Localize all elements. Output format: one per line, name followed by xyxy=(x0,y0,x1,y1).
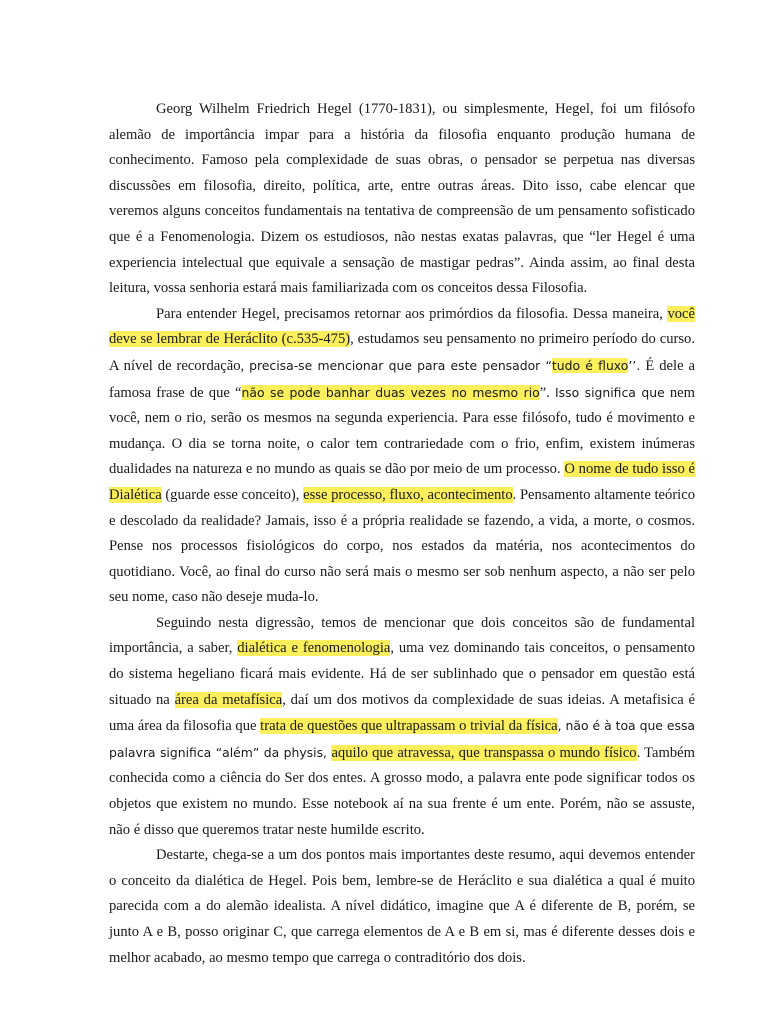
paragraph xyxy=(109,843,695,971)
text-run: , estudamos seu pensamento no primeiro período do curso. A nível de recordação, xyxy=(109,331,695,374)
text-run: . Também conhecida como a ciência do Ser dos entes. A grosso modo, a palavra ente pode significar todos os objetos que existem no mundo. Esse notebook aí na sua frente é um ente. Porém, não se assuste, não é disso que queremos tratar neste humilde escrito. xyxy=(109,744,695,838)
text-run: ”. xyxy=(539,384,556,401)
highlighted-text: área da metafísica xyxy=(174,691,283,708)
highlighted-text: você deve se lembrar de Heráclito (c.535-475) xyxy=(109,305,695,348)
paragraph xyxy=(109,611,695,843)
text-run: , daí um dos motivos da complexidade de suas ideias. A metafisica é uma área da filosofia que xyxy=(109,691,695,735)
highlighted-text: não se pode banhar duas vezes no mesmo rio xyxy=(241,384,540,400)
text-run: Georg Wilhelm Friedrich Hegel (1770-1831), ou simplesmente, Hegel, foi um filósofo alemão de importância impar para a história da filosofia enquanto produção humana de conhecimento. Famoso pela complexidade de suas obras, o pensador se perpetua nas diversas discussões em filosofia, direito, política, arte, entre outras áreas. Dito isso, cabe elencar que veremos alguns conceitos fundamentais na tentativa de compreensão de um pensamento sofisticado que é a Fenomenologia. Dizem os estudiosos, não nestas exatas palavras, que “ler Hegel é uma experiencia intelectual que equivale a sensação de mastigar pedras”. Ainda assim, ao final desta leitura, vossa senhoria estará mais familiarizada com os conceitos dessa Filosofia. xyxy=(109,101,695,297)
text-run: , não é à toa que essa palavra significa “além” da physis, xyxy=(109,718,695,760)
text-run: Seguindo nesta digressão, temos de mencionar que dois conceitos são de fundamental importância, a saber, xyxy=(109,614,695,657)
highlighted-text: trata de questões que ultrapassam o trivial da física xyxy=(260,718,558,735)
text-run: É dele a famosa frase de que “ xyxy=(109,357,695,401)
document-body xyxy=(109,97,695,971)
highlighted-text: O nome de tudo isso é Dialética xyxy=(109,461,695,503)
highlighted-text: aquilo que atravessa, que transpassa o mundo físico xyxy=(331,744,637,761)
highlighted-text: tudo é fluxo xyxy=(551,357,629,373)
text-run: (guarde esse conceito), xyxy=(161,486,304,503)
text-run: ’’. xyxy=(628,357,646,373)
paragraph xyxy=(109,302,695,611)
highlighted-text: dialética e fenomenologia xyxy=(237,640,391,657)
text-run: , uma vez dominando tais conceitos, o pensamento do sistema hegeliano ficará mais evidente. Há de ser sublinhado que o pensador em questão está situado na xyxy=(109,640,696,708)
text-run: precisa-se mencionar que para este pensador “ xyxy=(249,357,552,373)
text-run: nem você, nem o rio, serão os mesmos na segunda experiencia. Para esse filósofo, tudo é movimento e mudança. O dia se torna noite, o calor tem contrariedade com o frio, enfim, existem inúmeras dualidades na natureza e no mundo as quais se dão por meio de um processo. xyxy=(109,384,695,478)
text-run: Isso significa que xyxy=(555,384,665,400)
text-run: Destarte, chega-se a um dos pontos mais importantes deste resumo, aqui devemos entender o conceito da dialética de Hegel. Pois bem, lembre-se de Heráclito e sua dialética a qual é muito parecida com a do alemão idealista. A nível didático, imagine que A é diferente de B, porém, se junto A e B, posso originar C, que carrega elementos de A e B em si, mas é diferente desses dois e melhor acabado, ao mesmo tempo que carrega o contraditório dos dois. xyxy=(109,847,695,966)
text-run: Para entender Hegel, precisamos retornar aos primórdios da filosofia. Dessa maneira, xyxy=(156,305,668,322)
highlighted-text: esse processo, fluxo, acontecimento xyxy=(303,486,513,503)
text-run: . Pensamento altamente teórico e descolado da realidade? Jamais, isso é a própria realidade se fazendo, a vida, a morte, o cosmos. Pense nos processos fisiológicos do corpo, nos estados da matéria, nos acontecimentos do quotidiano. Você, ao final do curso não será mais o mesmo ser sob nenhum aspecto, a não ser pelo seu nome, caso não deseje muda-lo. xyxy=(109,486,696,606)
paragraph xyxy=(109,97,695,302)
